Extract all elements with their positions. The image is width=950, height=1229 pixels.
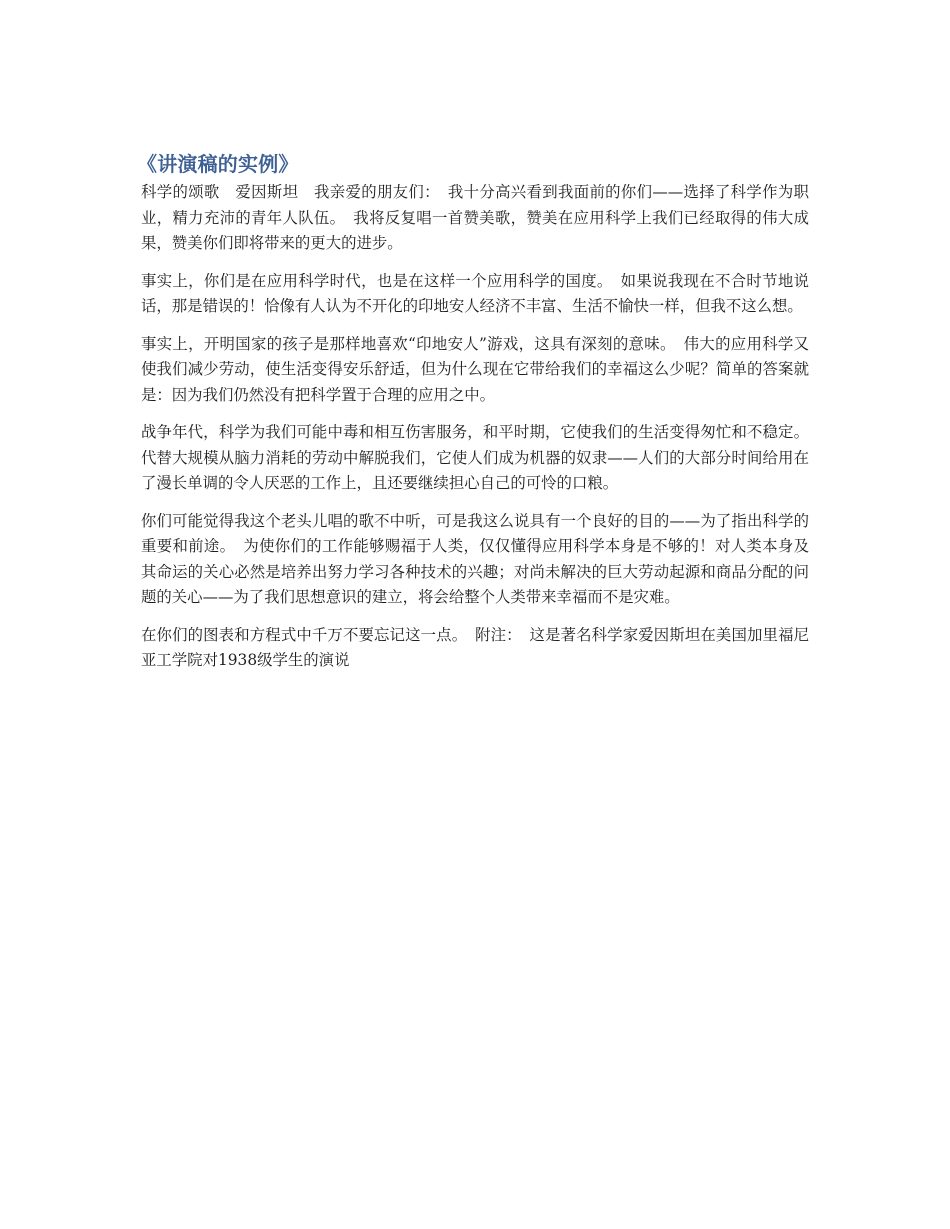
paragraph: 科学的颂歌 爱因斯坦 我亲爱的朋友们： 我十分高兴看到我面前的你们——选择了科学作为职业，精力充沛的青年人队伍。 我将反复唱一首赞美歌，赞美在应用科学上我们已经取得的伟大成果，赞美你们即将带来的更大的进步。	[141, 183, 809, 252]
document-title: 《讲演稿的实例》	[137, 152, 299, 176]
paragraph: 事实上，你们是在应用科学时代，也是在这样一个应用科学的国度。 如果说我现在不合时节地说话，那是错误的！恰像有人认为不开化的印地安人经济不丰富、生活不愉快一样，但我不这么想。	[141, 271, 809, 315]
paragraph: 你们可能觉得我这个老头儿唱的歌不中听，可是我这么说具有一个良好的目的——为了指出科学的重要和前途。 为使你们的工作能够赐福于人类，仅仅懂得应用科学本身是不够的！对人类本身及其命运的关心必然是培养出努力学习各种技术的兴趣；对尚未解决的巨大劳动起源和商品分配的问题的关心——为了我们思想意识的建立，将会给整个人类带来幸福而不是灾难。	[141, 511, 809, 606]
paragraph: 事实上，开明国家的孩子是那样地喜欢“印地安人”游戏，这具有深刻的意味。 伟大的应用科学又使我们减少劳动，使生活变得安乐舒适，但为什么现在它带给我们的幸福这么少呢？简单的答案就是：因为我们仍然没有把科学置于合理的应用之中。	[141, 334, 809, 404]
paragraph: 在你们的图表和方程式中千万不要忘记这一点。 附注： 这是著名科学家爱因斯坦在美国加里福尼亚工学院对1938级学生的演说	[141, 625, 809, 669]
paragraph: 战争年代，科学为我们可能中毒和相互伤害服务，和平时期，它使我们的生活变得匆忙和不稳定。代替大规模从脑力消耗的劳动中解脱我们，它使人们成为机器的奴隶——人们的大部分时间给用在了漫长单调的令人厌恶的工作上，且还要继续担心自己的可怜的口粮。	[141, 423, 809, 492]
document-body	[137, 150, 809, 686]
